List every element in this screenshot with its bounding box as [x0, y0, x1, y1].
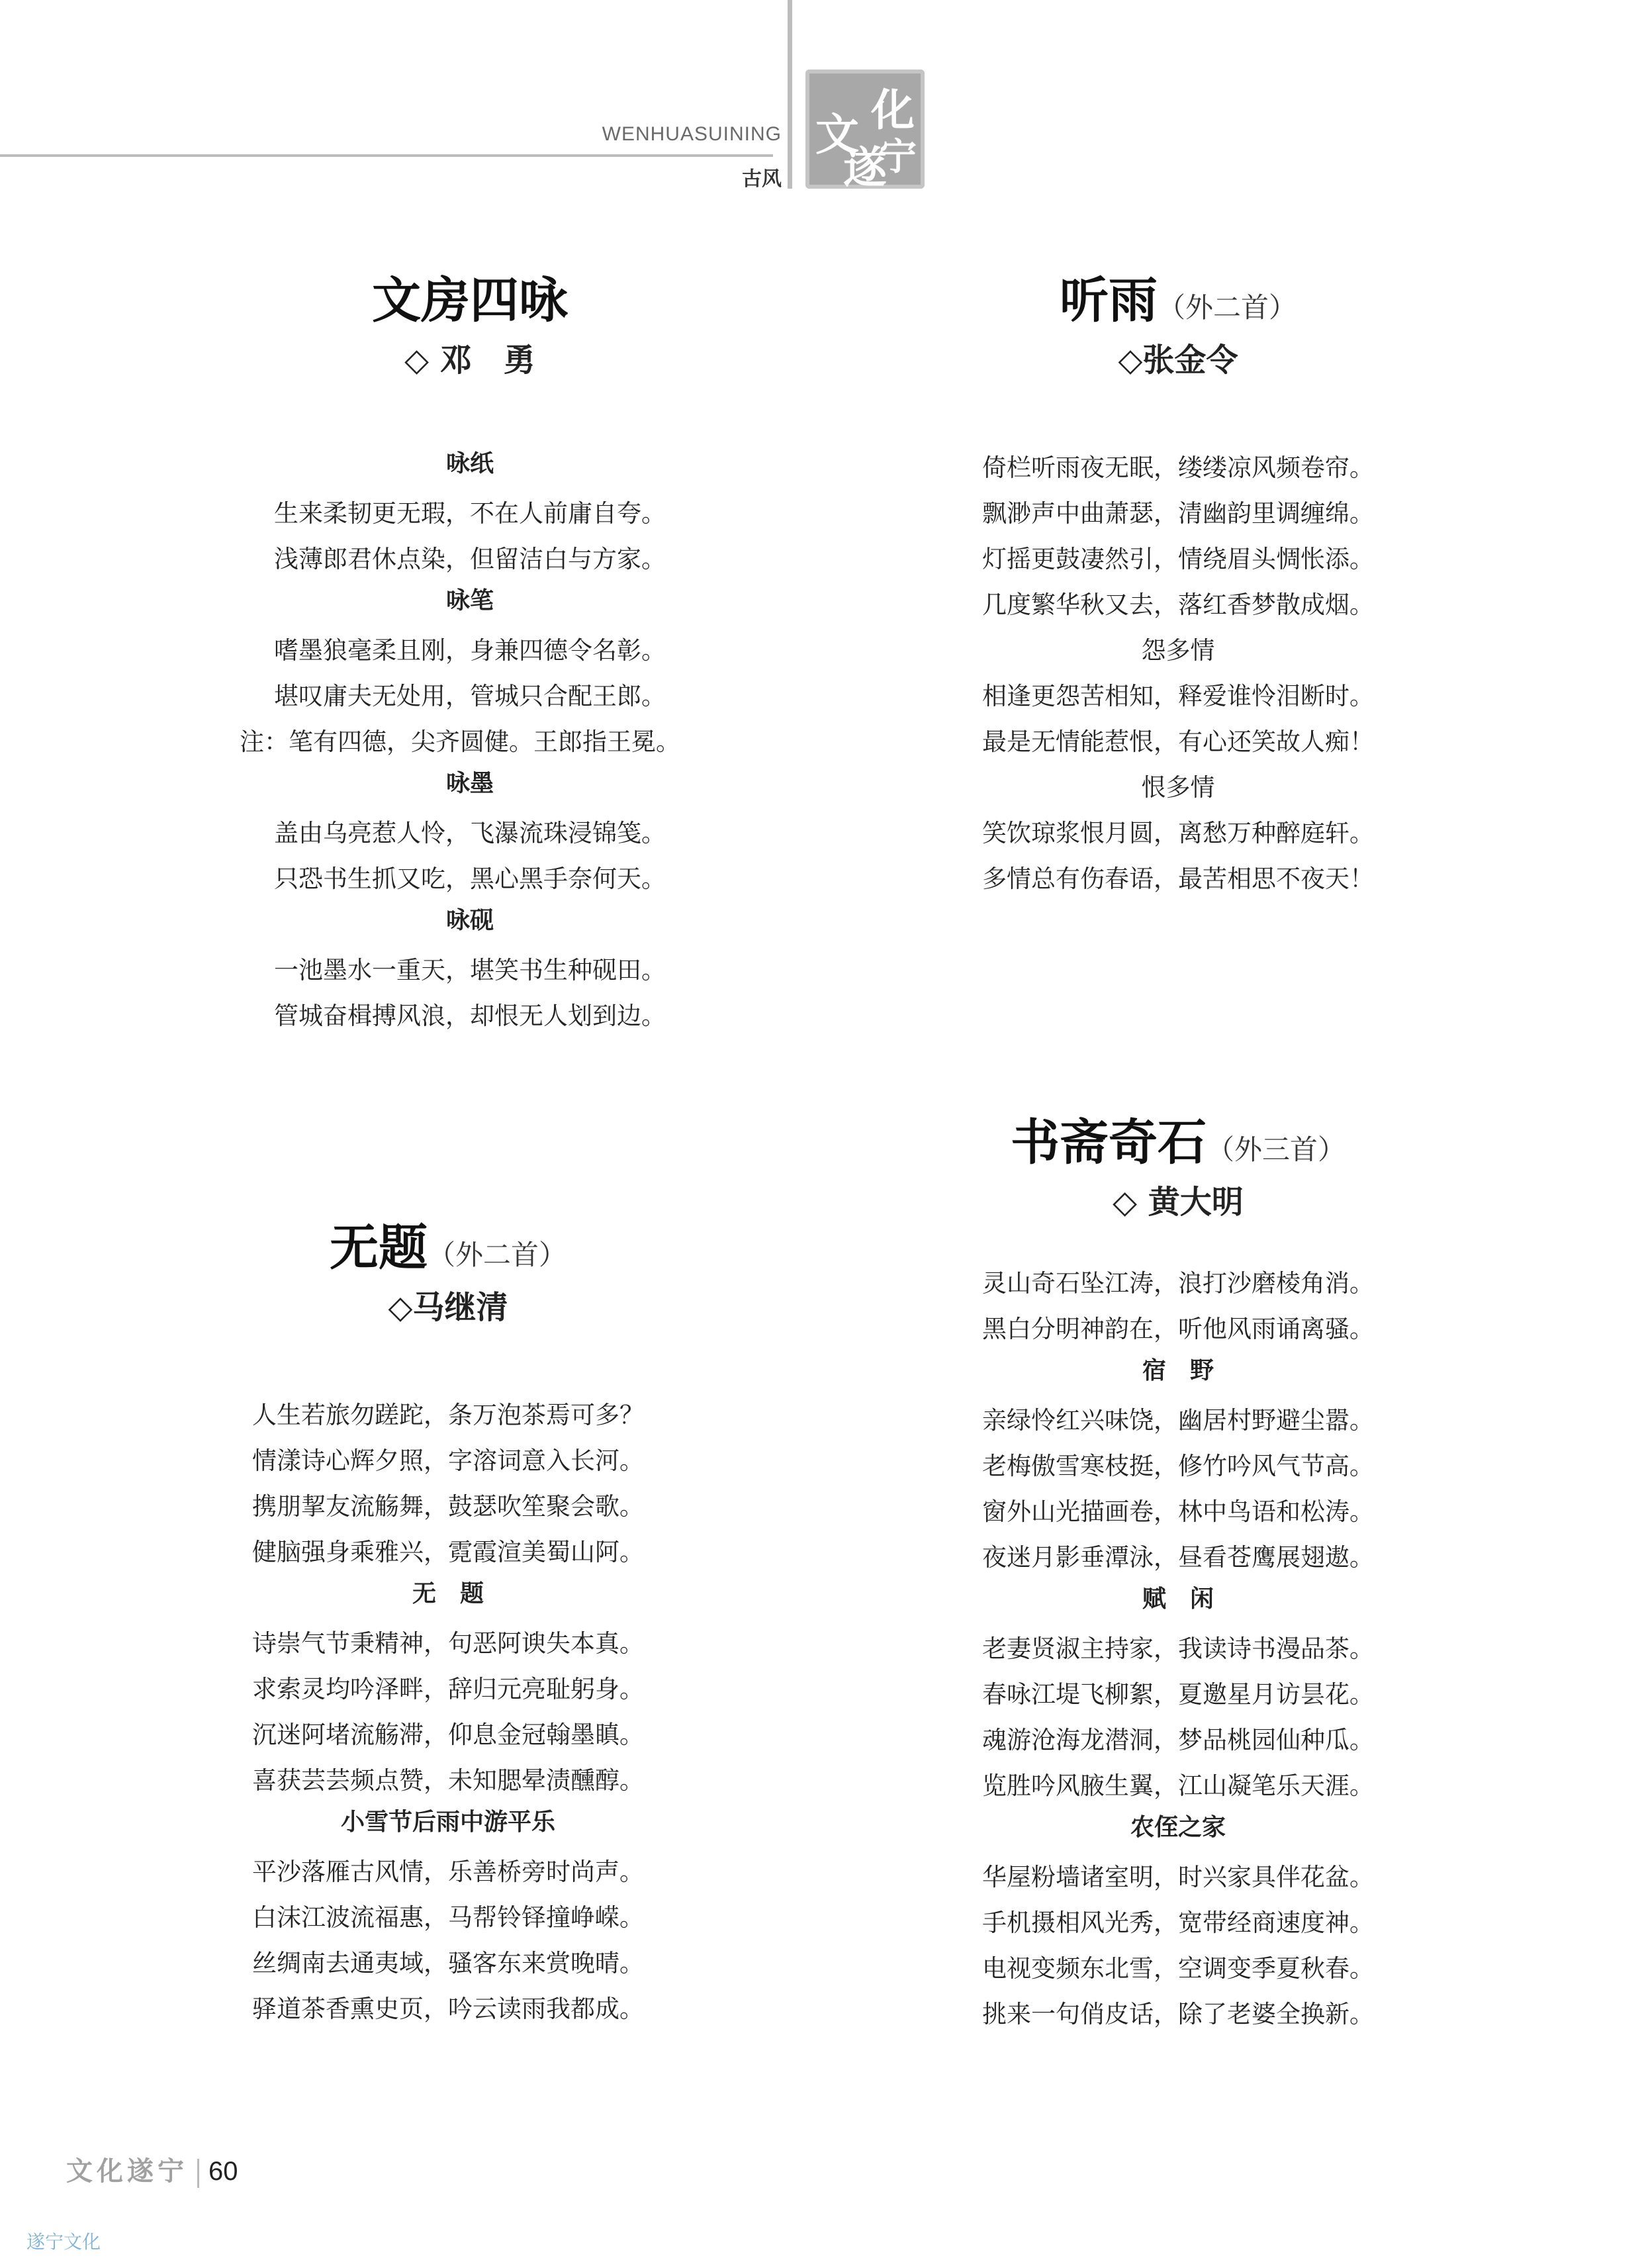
poem-subheading: 宿 野 [1142, 1357, 1214, 1384]
poem-lines [847, 445, 1509, 902]
poem-title: 文房四咏 [372, 272, 568, 329]
poem-line: 电视变频东北雪，空调变季夏秋春。 [982, 1954, 1374, 1983]
poem-subheading: 咏纸 [445, 450, 494, 477]
page-number: 60 [208, 2157, 238, 2186]
poem-line: 恨多情 [1141, 773, 1215, 802]
footer-magazine-name: 文化遂宁 [66, 2155, 188, 2187]
poem-lines [139, 445, 801, 1039]
poem-line: 人生若旅勿蹉跎，条万泡茶焉可多？ [252, 1401, 644, 1429]
seal-char: 宁 [880, 135, 917, 179]
poem-line: 春咏江堤飞柳絮，夏邀星月访昙花。 [982, 1680, 1374, 1709]
watermark-logo: 遂宁文化 [26, 2231, 101, 2253]
poem-line: 倚栏听雨夜无眠，缕缕凉风频卷帘。 [982, 453, 1374, 482]
poem-line: 华屋粉墙诸室明，时兴家具伴花盆。 [982, 1863, 1374, 1891]
poem-line: 黑白分明神韵在，听他风雨诵离骚。 [982, 1315, 1374, 1343]
poem-line: 健脑强身乘雅兴，霓霞渲美蜀山阿。 [252, 1538, 644, 1566]
poem-line: 手机摄相风光秀，宽带经商速度神。 [982, 1909, 1374, 1937]
poem-line: 只恐书生抓又吃，黑心黑手奈何天。 [274, 865, 666, 893]
page-footer [66, 2150, 238, 2188]
seal-char: 化 [871, 84, 915, 136]
poem-line: 浅薄郎君休点染，但留洁白与方家。 [274, 545, 666, 573]
poem-line: 老梅傲雪寒枝挺，修竹吟风气节高。 [982, 1452, 1374, 1480]
poem-subheading: 咏墨 [445, 770, 494, 797]
poem-line: 情漾诗心辉夕照，字溶词意入长河。 [252, 1446, 644, 1475]
poem-line: 灵山奇石坠江涛，浪打沙磨棱角消。 [982, 1269, 1374, 1298]
poem-line: 堪叹庸夫无处用，管城只合配王郎。 [274, 682, 666, 710]
poem-line: 魂游沧海龙潜洞，梦品桃园仙种瓜。 [982, 1726, 1374, 1754]
poem-line: 驿道茶香熏史页，吟云读雨我都成。 [252, 1995, 644, 2023]
poem-subheading: 无 题 [412, 1580, 484, 1607]
seal-char: 文 [815, 109, 859, 160]
poem-lines [117, 1392, 779, 2032]
poem-line: 注：笔有四德，尖齐圆健。王郎指王冕。 [240, 728, 680, 756]
poem-wuti [117, 1215, 779, 2032]
poem-author: ◇ 邓 勇 [404, 342, 535, 379]
poem-line: 夜迷月影垂潭泳，昼看苍鹰展翅遨。 [982, 1543, 1374, 1572]
poem-line: 几度繁华秋又去，落红香梦散成烟。 [982, 591, 1374, 619]
poem-line: 相逢更怨苦相知，释爱谁怜泪断时。 [982, 682, 1374, 710]
poem-subheading: 农侄之家 [1130, 1814, 1226, 1841]
poem-line: 喜获芸芸频点赞，未知腮晕渍醺醇。 [252, 1766, 644, 1795]
poem-line: 窗外山光描画卷，林中鸟语和松涛。 [982, 1497, 1374, 1526]
poem-subheading: 小雪节后雨中游平乐 [340, 1809, 555, 1836]
magazine-name-en: WENHUASUINING [602, 123, 782, 145]
poem-line: 管城奋楫搏风浪，却恨无人划到边。 [274, 1002, 666, 1030]
poem-title: 听雨（外二首） [1059, 272, 1297, 329]
poem-line: 嗜墨狼毫柔且刚，身兼四德令名彰。 [274, 636, 666, 665]
poem-lines [847, 1260, 1509, 2037]
poem-line: 览胜吟风腋生翼，江山凝笔乐天涯。 [982, 1772, 1374, 1800]
poem-line: 飘渺声中曲萧瑟，清幽韵里调缠绵。 [982, 499, 1374, 528]
magazine-seal-logo [805, 70, 925, 193]
poem-author: ◇马继清 [388, 1289, 508, 1326]
poem-line: 白沫江波流福惠，马帮铃铎撞峥嵘。 [252, 1903, 644, 1932]
poem-shuzhai-qishi [847, 1110, 1509, 2037]
poem-title: 无题（外二首） [329, 1219, 567, 1276]
footer-divider [197, 2159, 199, 2188]
poem-line: 笑饮琼浆恨月圆，离愁万种醉庭轩。 [982, 819, 1374, 847]
poem-line: 诗崇气节秉精神，句恶阿谀失本真。 [252, 1629, 644, 1658]
poem-wenfang-siyong [139, 267, 801, 1039]
poem-subheading: 赋 闲 [1142, 1585, 1214, 1613]
section-category: 古风 [742, 168, 782, 190]
poem-line: 平沙落雁古风情，乐善桥旁时尚声。 [252, 1858, 644, 1886]
poem-subheading: 咏砚 [445, 907, 494, 934]
poem-subheading: 咏笔 [445, 587, 494, 614]
poem-title: 书斋奇石（外三首） [1010, 1114, 1346, 1171]
header-rule [0, 154, 773, 157]
poem-line: 沉迷阿堵流觞滞，仰息金冠翰墨瞋。 [252, 1721, 644, 1749]
poem-line: 求索灵均吟泽畔，辞归元亮耻躬身。 [252, 1675, 644, 1703]
poem-line: 怨多情 [1141, 636, 1215, 665]
poem-line: 亲绿怜红兴味饶，幽居村野避尘嚣。 [982, 1406, 1374, 1435]
poem-line: 生来柔韧更无瑕，不在人前庸自夸。 [274, 499, 666, 528]
poem-author: ◇张金令 [1118, 342, 1238, 379]
poem-line: 丝绸南去通夷域，骚客东来赏晚晴。 [252, 1949, 644, 1977]
poem-line: 最是无情能惹恨，有心还笑故人痴！ [982, 728, 1374, 756]
poem-tingyu [847, 267, 1509, 902]
poem-author: ◇ 黄大明 [1113, 1184, 1244, 1221]
header-divider [788, 0, 792, 189]
poem-line: 一池墨水一重天，堪笑书生种砚田。 [274, 956, 666, 984]
poem-line: 盖由乌亮惹人怜，飞瀑流珠浸锦笺。 [274, 819, 666, 847]
poem-line: 多情总有伤春语，最苦相思不夜天！ [982, 865, 1374, 893]
poem-line: 老妻贤淑主持家，我读诗书漫品茶。 [982, 1634, 1374, 1663]
seal-char: 遂 [843, 142, 887, 193]
poem-line: 携朋挈友流觞舞，鼓瑟吹笙聚会歌。 [252, 1492, 644, 1521]
poem-line: 灯摇更鼓凄然引，情绕眉头惆怅添。 [982, 545, 1374, 573]
poem-line: 挑来一句俏皮话，除了老婆全换新。 [982, 2000, 1374, 2028]
